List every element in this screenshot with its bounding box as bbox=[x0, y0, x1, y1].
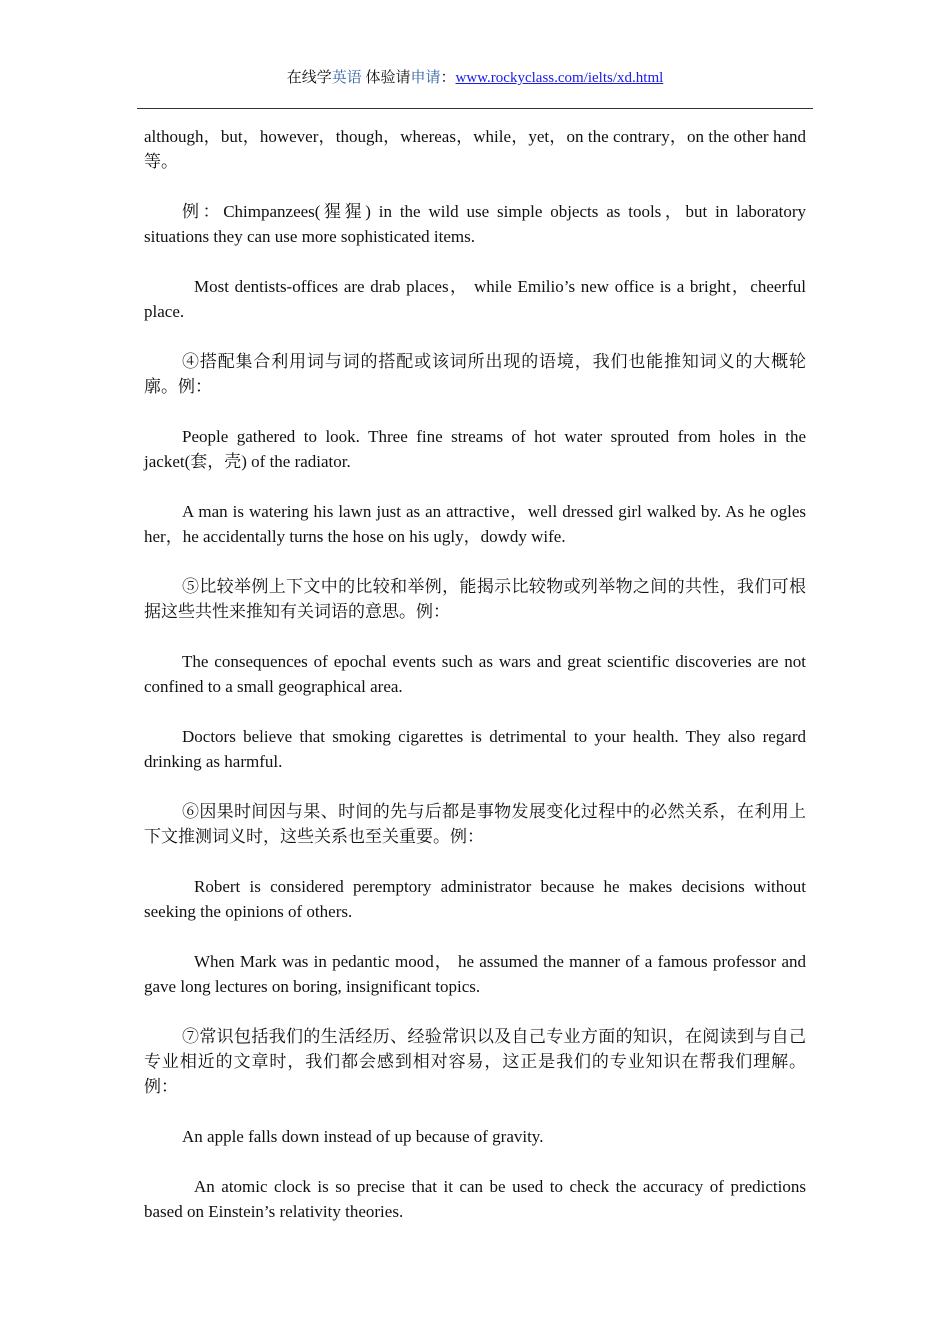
page-header bbox=[0, 68, 950, 88]
header-highlight-apply: 申请 bbox=[410, 70, 441, 86]
paragraph-comparison: ⑤比较举例上下文中的比较和举例，能揭示比较物或列举物之间的共性，我们可根据这些共性来推知有关词语的意思。例： bbox=[144, 577, 806, 621]
header-divider bbox=[137, 108, 813, 109]
paragraph-example-atomic-clock: An atomic clock is so precise that it can be used to check the accuracy of predictions based on Einstein’s relativity theories. bbox=[144, 1177, 806, 1221]
header-highlight-english: 英语 bbox=[331, 70, 362, 86]
paragraph-example-peremptory: Robert is considered peremptory administrator because he makes decisions without seeking the opinions of others. bbox=[144, 877, 806, 921]
header-middle: 体验请 bbox=[361, 70, 411, 86]
paragraph-example-dentists: Most dentists-offices are drab places， while Emilio’s new office is a bright，cheerful place. bbox=[144, 277, 806, 321]
document-body bbox=[144, 124, 806, 1249]
paragraph-example-gravity: An apple falls down instead of up because of gravity. bbox=[182, 1127, 544, 1146]
paragraph-example-detrimental: Doctors believe that smoking cigarettes is detrimental to your health. They also regard drinking as harmful. bbox=[144, 727, 806, 771]
header-prefix: 在线学 bbox=[286, 70, 332, 86]
header-colon: ： bbox=[440, 70, 456, 86]
paragraph-cause-effect: ⑥因果时间因与果、时间的先与后都是事物发展变化过程中的必然关系，在利用上下文推测词义时，这些关系也至关重要。例： bbox=[144, 802, 806, 846]
paragraph-example-lawn: A man is watering his lawn just as an attractive，well dressed girl walked by. As he ogles her，he accidentally turns the hose on his ugly，dowdy wife. bbox=[144, 502, 806, 546]
header-link[interactable]: www.rockyclass.com/ielts/xd.html bbox=[455, 70, 664, 86]
paragraph-example-chimpanzees: 例：Chimpanzees(猩猩) in the wild use simple objects as tools，but in laboratory situations they can use more sophisticated items. bbox=[144, 202, 806, 246]
paragraph-example-pedantic: When Mark was in pedantic mood， he assumed the manner of a famous professor and gave long lectures on boring, insignificant topics. bbox=[144, 952, 806, 996]
paragraph-common-sense: ⑦常识包括我们的生活经历、经验常识以及自己专业方面的知识，在阅读到与自己专业相近的文章时，我们都会感到相对容易，这正是我们的专业知识在帮我们理解。例： bbox=[144, 1027, 806, 1096]
paragraph-collocation: ④搭配集合利用词与词的搭配或该词所出现的语境，我们也能推知词义的大概轮廓。例： bbox=[144, 352, 806, 396]
paragraph-contrast-words: although，but，however，though，whereas，while，yet，on the contrary，on the other hand 等。 bbox=[144, 127, 806, 171]
paragraph-example-epochal: The consequences of epochal events such as wars and great scientific discoveries are not confined to a small geographical area. bbox=[144, 652, 806, 696]
paragraph-example-radiator: People gathered to look. Three fine streams of hot water sprouted from holes in the jacket(套，壳) of the radiator. bbox=[144, 427, 806, 471]
